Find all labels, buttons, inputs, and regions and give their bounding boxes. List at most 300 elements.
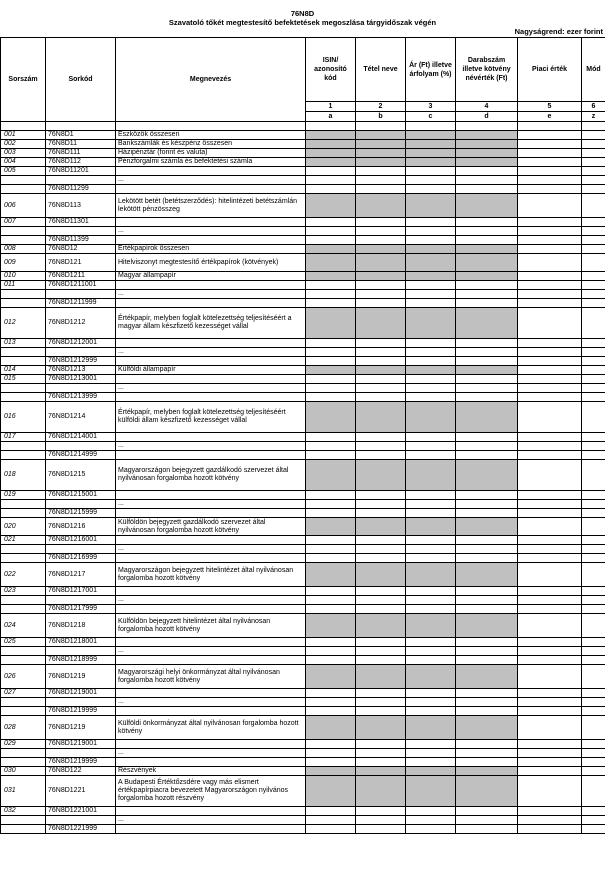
data-input-cell [582, 656, 605, 665]
data-input-cell [406, 807, 456, 816]
data-input-cell [582, 140, 605, 149]
data-input-cell [406, 716, 456, 740]
data-input-cell [456, 825, 518, 834]
data-input-cell [306, 605, 356, 614]
row-code: 76N8D122 [46, 767, 116, 776]
data-input-cell [518, 656, 582, 665]
table-row [1, 698, 605, 707]
table-row [1, 185, 605, 194]
data-input-cell [306, 554, 356, 563]
data-input-cell [406, 158, 456, 167]
data-input-cell [456, 339, 518, 348]
table-row [1, 272, 605, 281]
data-input-cell [306, 518, 356, 536]
data-input-cell [582, 716, 605, 740]
data-input-cell [406, 749, 456, 758]
row-code: 76N8D1214999 [46, 451, 116, 460]
row-number: 018 [1, 460, 46, 491]
data-input-cell [406, 451, 456, 460]
data-input-cell [356, 366, 406, 375]
data-input-cell [518, 587, 582, 596]
data-input-cell [406, 656, 456, 665]
data-input-cell [582, 509, 605, 518]
row-name [116, 281, 306, 290]
data-input-cell [406, 272, 456, 281]
row-code: 76N8D111 [46, 149, 116, 158]
data-input-cell [406, 254, 456, 272]
row-code: 76N8D1211999 [46, 299, 116, 308]
data-input-cell [406, 176, 456, 185]
data-input-cell [582, 500, 605, 509]
row-code: 76N8D1213999 [46, 393, 116, 402]
row-number: 009 [1, 254, 46, 272]
table-row [1, 689, 605, 698]
row-name: Pénzforgalmi számla és befektetési számla [116, 158, 306, 167]
row-number: 003 [1, 149, 46, 158]
data-input-cell [456, 366, 518, 375]
data-input-cell [306, 758, 356, 767]
row-code: 76N8D1212001 [46, 339, 116, 348]
table-row [1, 647, 605, 656]
row-number [1, 348, 46, 357]
row-code: 76N8D11201 [46, 167, 116, 176]
data-input-cell [518, 131, 582, 140]
data-input-cell [356, 375, 406, 384]
row-code: 76N8D1219 [46, 665, 116, 689]
data-input-cell [406, 299, 456, 308]
data-input-cell [582, 518, 605, 536]
data-input-cell [582, 545, 605, 554]
data-input-cell [456, 749, 518, 758]
row-name: Házipénztár (forint és valuta) [116, 149, 306, 158]
data-input-cell [406, 348, 456, 357]
data-input-cell [582, 825, 605, 834]
investment-table [0, 37, 605, 834]
table-row [1, 816, 605, 825]
data-input-cell [306, 140, 356, 149]
data-input-cell [356, 281, 406, 290]
row-code: 76N8D1216999 [46, 554, 116, 563]
row-name [116, 167, 306, 176]
data-input-cell [356, 308, 406, 339]
data-input-cell [306, 716, 356, 740]
data-input-cell [456, 807, 518, 816]
row-name: A Budapesti Értéktőzsdére vagy más elismert értékpapírpiacra bevezetett Magyarországon nyilvános forgalomba hozott részvény [116, 776, 306, 807]
row-number [1, 656, 46, 665]
row-name [116, 825, 306, 834]
data-input-cell [306, 451, 356, 460]
data-input-cell [306, 299, 356, 308]
data-input-cell [456, 357, 518, 366]
data-input-cell [582, 665, 605, 689]
data-input-cell [582, 167, 605, 176]
table-row [1, 638, 605, 647]
row-name [116, 587, 306, 596]
row-name: ... [116, 749, 306, 758]
data-input-cell [356, 816, 406, 825]
data-input-cell [356, 491, 406, 500]
data-input-cell [406, 357, 456, 366]
row-code: 76N8D1214 [46, 402, 116, 433]
data-input-cell [456, 384, 518, 393]
data-input-cell [456, 536, 518, 545]
data-input-cell [356, 451, 406, 460]
data-input-cell [456, 299, 518, 308]
col-number-3: 3 [406, 102, 456, 112]
table-row [1, 281, 605, 290]
data-input-cell [456, 698, 518, 707]
data-input-cell [356, 158, 406, 167]
data-input-cell [456, 194, 518, 218]
data-input-cell [306, 393, 356, 402]
row-code [46, 596, 116, 605]
data-input-cell [518, 218, 582, 227]
data-input-cell [306, 563, 356, 587]
row-name: ... [116, 596, 306, 605]
data-input-cell [456, 587, 518, 596]
table-row [1, 140, 605, 149]
row-name: ... [116, 442, 306, 451]
data-input-cell [406, 185, 456, 194]
row-number [1, 176, 46, 185]
data-input-cell [456, 218, 518, 227]
data-input-cell [456, 254, 518, 272]
row-code: 76N8D1217001 [46, 587, 116, 596]
data-input-cell [356, 554, 406, 563]
data-input-cell [306, 272, 356, 281]
data-input-cell [582, 227, 605, 236]
data-input-cell [582, 348, 605, 357]
data-input-cell [582, 707, 605, 716]
row-name [116, 740, 306, 749]
data-input-cell [306, 254, 356, 272]
data-input-cell [306, 638, 356, 647]
data-input-cell [456, 509, 518, 518]
data-input-cell [306, 176, 356, 185]
table-row [1, 339, 605, 348]
row-name [116, 451, 306, 460]
data-input-cell [518, 776, 582, 807]
table-row [1, 357, 605, 366]
data-input-cell [456, 776, 518, 807]
data-input-cell [518, 767, 582, 776]
data-input-cell [356, 665, 406, 689]
data-input-cell [582, 236, 605, 245]
row-name: ... [116, 500, 306, 509]
data-input-cell [582, 131, 605, 140]
data-input-cell [356, 689, 406, 698]
data-input-cell [356, 442, 406, 451]
data-input-cell [456, 393, 518, 402]
data-input-cell [582, 536, 605, 545]
data-input-cell [518, 149, 582, 158]
data-input-cell [356, 402, 406, 433]
table-row [1, 236, 605, 245]
row-name [116, 536, 306, 545]
row-name: ... [116, 545, 306, 554]
row-number: 028 [1, 716, 46, 740]
row-code: 76N8D11299 [46, 185, 116, 194]
data-input-cell [582, 442, 605, 451]
table-row [1, 707, 605, 716]
data-input-cell [582, 647, 605, 656]
table-row [1, 393, 605, 402]
col-letter-a: a [306, 112, 356, 122]
row-code [46, 290, 116, 299]
data-input-cell [356, 254, 406, 272]
data-input-cell [356, 167, 406, 176]
row-code [46, 698, 116, 707]
data-input-cell [306, 149, 356, 158]
data-input-cell [456, 767, 518, 776]
data-input-cell [456, 433, 518, 442]
data-input-cell [582, 402, 605, 433]
data-input-cell [406, 545, 456, 554]
table-row [1, 149, 605, 158]
data-input-cell [406, 167, 456, 176]
data-input-cell [456, 236, 518, 245]
data-input-cell [306, 366, 356, 375]
table-row [1, 614, 605, 638]
data-input-cell [518, 554, 582, 563]
row-code: 76N8D1217 [46, 563, 116, 587]
data-input-cell [306, 665, 356, 689]
row-number: 002 [1, 140, 46, 149]
data-input-cell [518, 176, 582, 185]
row-number [1, 357, 46, 366]
row-code: 76N8D1219 [46, 716, 116, 740]
header-sorkod: Sorkód [46, 38, 116, 122]
data-input-cell [456, 131, 518, 140]
data-input-cell [518, 384, 582, 393]
data-input-cell [356, 460, 406, 491]
row-code: 76N8D1215 [46, 460, 116, 491]
data-input-cell [356, 776, 406, 807]
table-row [1, 518, 605, 536]
data-input-cell [406, 245, 456, 254]
row-code: 76N8D11 [46, 140, 116, 149]
data-input-cell [406, 460, 456, 491]
table-row [1, 245, 605, 254]
data-input-cell [518, 254, 582, 272]
row-number: 031 [1, 776, 46, 807]
table-row [1, 366, 605, 375]
data-input-cell [582, 451, 605, 460]
data-input-cell [406, 776, 456, 807]
table-row [1, 509, 605, 518]
data-input-cell [306, 227, 356, 236]
row-number [1, 393, 46, 402]
table-row [1, 460, 605, 491]
col-letter-e: e [518, 112, 582, 122]
data-input-cell [582, 218, 605, 227]
data-input-cell [406, 149, 456, 158]
row-name: Hitelviszonyt megtestesítő értékpapírok (kötvények) [116, 254, 306, 272]
data-input-cell [356, 563, 406, 587]
data-input-cell [306, 281, 356, 290]
data-input-cell [406, 236, 456, 245]
row-code: 76N8D1221001 [46, 807, 116, 816]
data-input-cell [582, 339, 605, 348]
data-input-cell [356, 614, 406, 638]
row-number: 011 [1, 281, 46, 290]
table-row [1, 402, 605, 433]
row-number: 017 [1, 433, 46, 442]
data-input-cell [582, 375, 605, 384]
data-input-cell [306, 816, 356, 825]
data-input-cell [456, 816, 518, 825]
col-number-1: 1 [306, 102, 356, 112]
data-input-cell [456, 308, 518, 339]
data-input-cell [518, 433, 582, 442]
data-input-cell [518, 614, 582, 638]
data-input-cell [582, 272, 605, 281]
data-input-cell [356, 245, 406, 254]
row-number: 016 [1, 402, 46, 433]
data-input-cell [406, 665, 456, 689]
data-input-cell [406, 140, 456, 149]
data-input-cell [406, 375, 456, 384]
data-input-cell [518, 366, 582, 375]
data-input-cell [518, 442, 582, 451]
row-code: 76N8D1219999 [46, 758, 116, 767]
row-name: Értékpapír, melyben foglalt kötelezettség teljesítéséért külföldi állam készfizető kezességet vállal [116, 402, 306, 433]
data-input-cell [582, 491, 605, 500]
data-input-cell [356, 536, 406, 545]
row-number: 006 [1, 194, 46, 218]
data-input-cell [406, 500, 456, 509]
data-input-cell [456, 149, 518, 158]
data-input-cell [306, 509, 356, 518]
table-body [1, 131, 605, 834]
data-input-cell [518, 536, 582, 545]
row-name [116, 375, 306, 384]
data-input-cell [518, 605, 582, 614]
row-number: 026 [1, 665, 46, 689]
table-row [1, 348, 605, 357]
row-name: Lekötött betét (betétszerződés): hitelintézeti betétszámlán lekötött pénzösszeg [116, 194, 306, 218]
row-code: 76N8D1215001 [46, 491, 116, 500]
row-name [116, 807, 306, 816]
data-input-cell [306, 740, 356, 749]
data-input-cell [582, 393, 605, 402]
data-input-cell [518, 545, 582, 554]
data-input-cell [582, 366, 605, 375]
row-number [1, 545, 46, 554]
data-input-cell [306, 536, 356, 545]
row-code: 76N8D1214001 [46, 433, 116, 442]
data-input-cell [582, 587, 605, 596]
row-number [1, 299, 46, 308]
data-input-cell [456, 740, 518, 749]
data-input-cell [518, 816, 582, 825]
row-code [46, 348, 116, 357]
row-name [116, 758, 306, 767]
table-row [1, 158, 605, 167]
row-name [116, 554, 306, 563]
data-input-cell [306, 707, 356, 716]
row-number [1, 442, 46, 451]
data-input-cell [306, 357, 356, 366]
data-input-cell [456, 272, 518, 281]
data-input-cell [518, 707, 582, 716]
data-input-cell [306, 131, 356, 140]
data-input-cell [306, 825, 356, 834]
row-code: 76N8D1212 [46, 308, 116, 339]
data-input-cell [306, 375, 356, 384]
data-input-cell [406, 518, 456, 536]
row-number: 019 [1, 491, 46, 500]
data-input-cell [306, 656, 356, 665]
data-input-cell [456, 665, 518, 689]
header-megnevezes: Megnevezés [116, 38, 306, 122]
table-row [1, 451, 605, 460]
col-letter-d: d [456, 112, 518, 122]
data-input-cell [582, 384, 605, 393]
data-input-cell [306, 245, 356, 254]
data-input-cell [518, 758, 582, 767]
data-input-cell [406, 433, 456, 442]
table-row [1, 776, 605, 807]
data-input-cell [306, 194, 356, 218]
data-input-cell [456, 281, 518, 290]
data-input-cell [456, 716, 518, 740]
row-code [46, 500, 116, 509]
data-input-cell [582, 605, 605, 614]
data-input-cell [582, 749, 605, 758]
row-name [116, 509, 306, 518]
row-name: ... [116, 227, 306, 236]
data-input-cell [306, 460, 356, 491]
data-input-cell [306, 158, 356, 167]
data-input-cell [518, 509, 582, 518]
data-input-cell [582, 776, 605, 807]
data-input-cell [406, 647, 456, 656]
table-row [1, 167, 605, 176]
row-number: 032 [1, 807, 46, 816]
data-input-cell [456, 140, 518, 149]
row-number: 015 [1, 375, 46, 384]
data-input-cell [582, 149, 605, 158]
data-input-cell [306, 767, 356, 776]
data-input-cell [456, 545, 518, 554]
row-number [1, 227, 46, 236]
data-input-cell [518, 647, 582, 656]
data-input-cell [306, 776, 356, 807]
data-input-cell [406, 339, 456, 348]
data-input-cell [306, 614, 356, 638]
col-number-4: 4 [456, 102, 518, 112]
row-name [116, 491, 306, 500]
row-code [46, 176, 116, 185]
table-row [1, 375, 605, 384]
row-number: 008 [1, 245, 46, 254]
data-input-cell [456, 451, 518, 460]
col-letter-c: c [406, 112, 456, 122]
data-input-cell [518, 375, 582, 384]
row-number [1, 185, 46, 194]
row-name: ... [116, 176, 306, 185]
data-input-cell [356, 176, 406, 185]
row-number [1, 596, 46, 605]
table-row [1, 433, 605, 442]
spacer-cell [456, 122, 518, 131]
spacer-cell [1, 122, 46, 131]
row-name: Magyarországi helyi önkormányzat által nyilvánosan forgalomba hozott kötvény [116, 665, 306, 689]
row-number: 023 [1, 587, 46, 596]
row-name: Értékpapír, melyben foglalt kötelezettség teljesítéséért a magyar állam készfizető kezességet vállal [116, 308, 306, 339]
row-number: 024 [1, 614, 46, 638]
